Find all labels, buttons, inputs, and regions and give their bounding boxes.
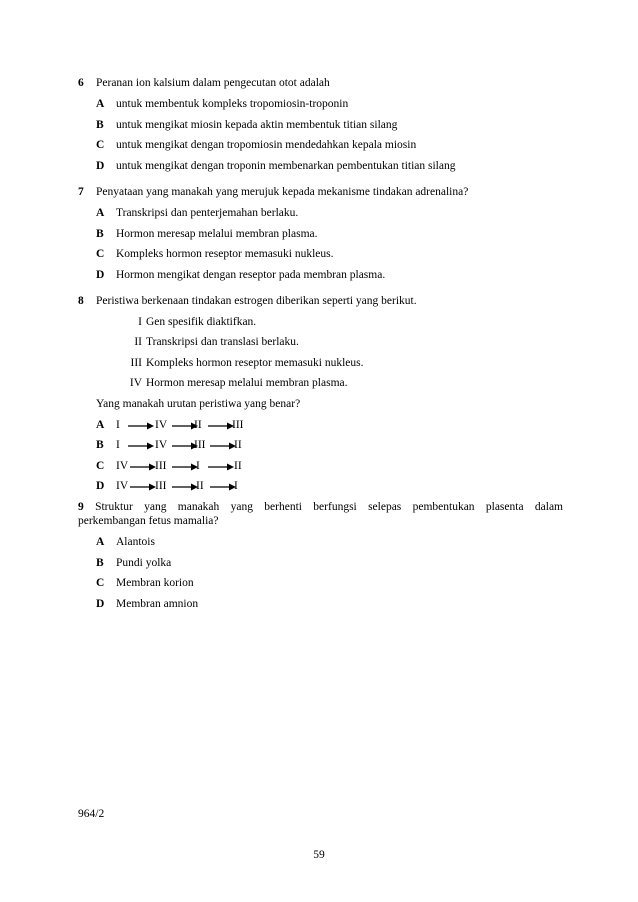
q7-option-b-letter: B [96,228,104,240]
q9-option-d-letter: D [96,598,105,610]
right-arrow-icon [210,441,236,451]
paper-code: 964/2 [78,808,105,820]
q9-option-b-text: Pundi yolka [116,557,172,569]
question-9-stem-line-2: perkembangan fetus mamalia? [78,515,219,527]
q9-option-c-letter: C [96,577,105,589]
q8-event-1-roman: I [138,316,142,328]
q9-option-d-text: Membran amnion [116,598,199,610]
question-7-number: 7 [78,186,84,198]
q9-option-c-text: Membran korion [116,577,194,589]
right-arrow-icon [208,462,234,472]
seq-step: IV [116,460,129,472]
q8-event-2-text: Transkripsi dan translasi berlaku. [146,336,299,348]
seq-step: II [194,419,202,431]
seq-step: IV [116,480,129,492]
q7-option-b-text: Hormon meresap melalui membran plasma. [116,228,318,240]
q7-option-a-letter: A [96,207,105,219]
seq-step: I [116,439,120,451]
seq-step: II [196,480,204,492]
q7-option-a-text: Transkripsi dan penterjemahan berlaku. [116,207,299,219]
question-7-stem: Penyataan yang manakah yang merujuk kepada mekanisme tindakan adrenalina? [96,186,469,198]
q8-option-b-letter: B [96,439,104,451]
q6-option-b-text: untuk mengikat miosin kepada aktin membentuk titian silang [116,119,398,131]
q8-option-d-letter: D [96,480,105,492]
seq-step: I [196,460,200,472]
q9-option-a-text: Alantois [116,536,155,548]
q9-option-b-letter: B [96,557,104,569]
question-8-number: 8 [78,295,84,307]
q6-option-d-letter: D [96,160,105,172]
q7-option-c-letter: C [96,248,105,260]
right-arrow-icon [128,441,154,451]
q6-option-d-text: untuk mengikat dengan troponin membenarkan pembentukan titian silang [116,160,456,172]
right-arrow-icon [128,421,154,431]
seq-step: IV [155,439,168,451]
q6-option-a-letter: A [96,98,105,110]
seq-step: III [232,419,244,431]
question-9-number: 9 [78,501,84,513]
q7-option-d-letter: D [96,269,105,281]
q8-event-2-roman: II [134,336,142,348]
q8-option-c-letter: C [96,460,105,472]
right-arrow-icon [172,462,198,472]
question-9-stem-line-1 [78,501,563,513]
q8-event-3-text: Kompleks hormon reseptor memasuki nukleus. [146,357,364,369]
q8-question: Yang manakah urutan peristiwa yang benar? [96,398,301,410]
q8-event-3-roman: III [130,357,142,369]
right-arrow-icon [172,482,198,492]
q7-option-c-text: Kompleks hormon reseptor memasuki nukleus. [116,248,334,260]
seq-step: III [194,439,206,451]
q8-event-4-roman: IV [129,377,142,389]
q6-option-a-text: untuk membentuk kompleks tropomiosin-troponin [116,98,349,110]
seq-step: IV [155,419,168,431]
q8-event-4-text: Hormon meresap melalui membran plasma. [146,377,348,389]
question-8-stem: Peristiwa berkenaan tindakan estrogen diberikan seperti yang berikut. [96,295,417,307]
q8-option-a-letter: A [96,419,105,431]
right-arrow-icon [130,482,156,492]
seq-step: II [234,439,242,451]
page-number: 59 [313,849,325,861]
q6-option-c-text: untuk mengikat dengan tropomiosin mendedahkan kepala miosin [116,139,417,151]
q8-event-1-text: Gen spesifik diaktifkan. [146,316,257,328]
question-9-stem: Struktur yang manakah yang berhenti berfungsi selepas pembentukan plasenta dalam [95,501,563,513]
seq-step: III [155,460,167,472]
question-6-number: 6 [78,77,84,89]
seq-step: I [116,419,120,431]
q6-option-b-letter: B [96,119,104,131]
q9-option-a-letter: A [96,536,105,548]
question-6-stem: Peranan ion kalsium dalam pengecutan otot adalah [96,77,330,89]
q6-option-c-letter: C [96,139,105,151]
q7-option-d-text: Hormon mengikat dengan reseptor pada membran plasma. [116,269,386,281]
right-arrow-icon [210,482,236,492]
right-arrow-icon [208,421,234,431]
right-arrow-icon [130,462,156,472]
seq-step: I [234,480,238,492]
seq-step: II [234,460,242,472]
seq-step: III [155,480,167,492]
